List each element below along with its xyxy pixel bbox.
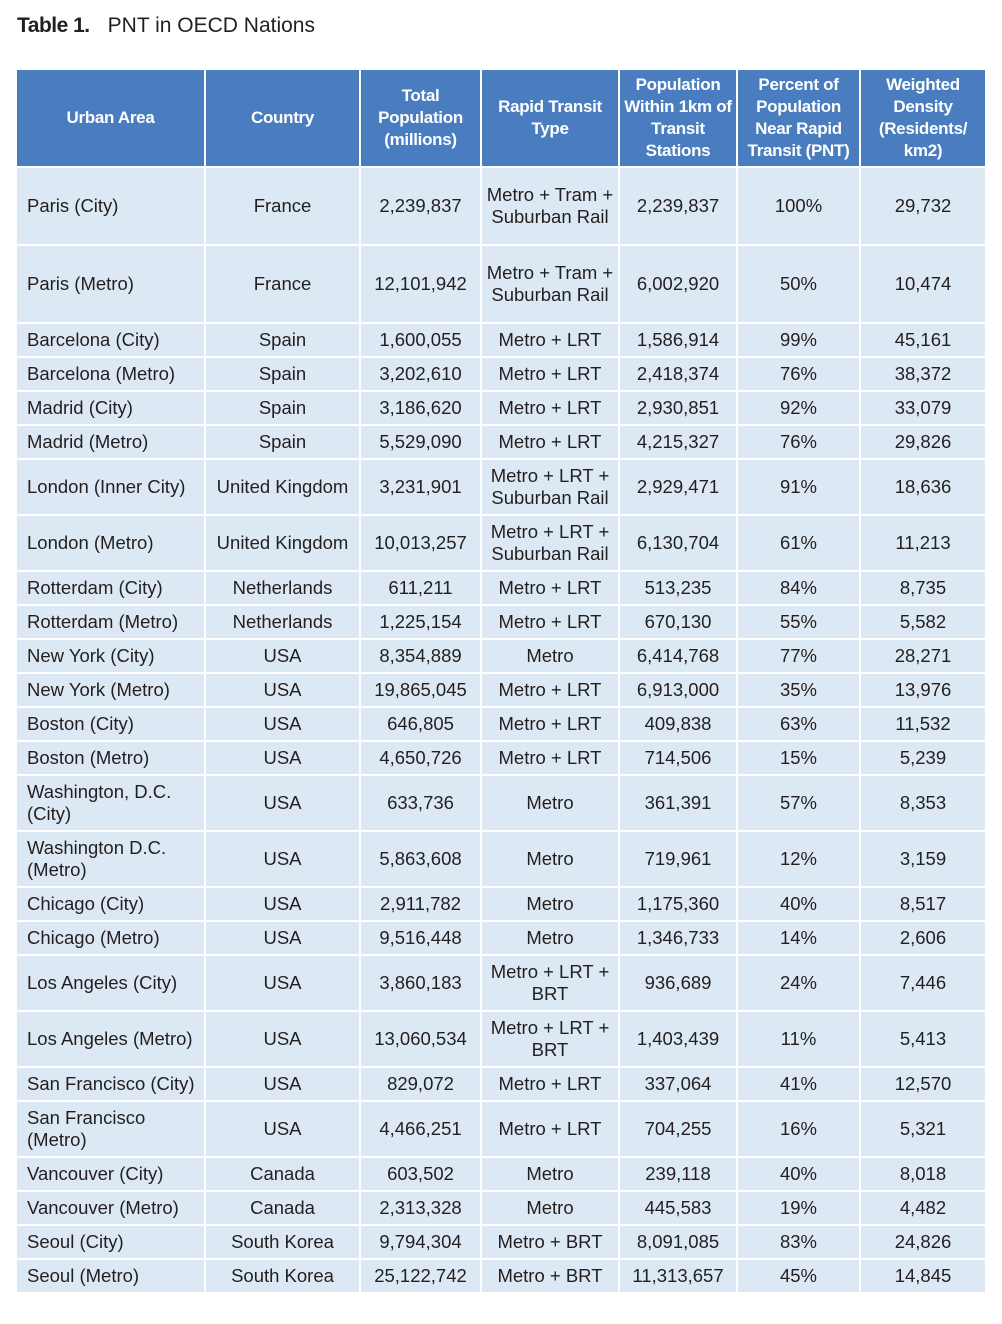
- cell-pnt-percent: 63%: [738, 708, 861, 742]
- header-total-population: Total Population (millions): [361, 70, 482, 168]
- cell-urban-area: Seoul (City): [17, 1226, 206, 1260]
- cell-pnt-percent: 91%: [738, 460, 861, 516]
- cell-transit-type: Metro + Tram + Suburban Rail: [482, 246, 620, 324]
- cell-transit-type: Metro + LRT: [482, 708, 620, 742]
- header-rapid-transit-type: Rapid Transit Type: [482, 70, 620, 168]
- cell-pnt-percent: 57%: [738, 776, 861, 832]
- cell-country: USA: [206, 776, 361, 832]
- header-weighted-density: Weighted Density (Residents/ km2): [861, 70, 985, 168]
- cell-transit-type: Metro + LRT: [482, 1102, 620, 1158]
- cell-pnt-percent: 24%: [738, 956, 861, 1012]
- cell-pnt-percent: 50%: [738, 246, 861, 324]
- cell-pnt-percent: 14%: [738, 922, 861, 956]
- cell-population-1km: 6,414,768: [620, 640, 738, 674]
- cell-transit-type: Metro + LRT: [482, 572, 620, 606]
- cell-transit-type: Metro: [482, 1158, 620, 1192]
- cell-urban-area: Paris (Metro): [17, 246, 206, 324]
- cell-pnt-percent: 12%: [738, 832, 861, 888]
- table-row: [17, 708, 985, 742]
- cell-total-population: 3,231,901: [361, 460, 482, 516]
- header-population-within-1km: Population Within 1km of Transit Stations: [620, 70, 738, 168]
- cell-urban-area: Madrid (Metro): [17, 426, 206, 460]
- table-row: [17, 832, 985, 888]
- cell-transit-type: Metro + LRT: [482, 674, 620, 708]
- cell-urban-area: Vancouver (Metro): [17, 1192, 206, 1226]
- cell-total-population: 611,211: [361, 572, 482, 606]
- cell-transit-type: Metro + BRT: [482, 1260, 620, 1294]
- cell-population-1km: 1,403,439: [620, 1012, 738, 1068]
- table-row: [17, 1226, 985, 1260]
- table-row: [17, 392, 985, 426]
- cell-pnt-percent: 55%: [738, 606, 861, 640]
- cell-urban-area: Chicago (Metro): [17, 922, 206, 956]
- table-row: [17, 1260, 985, 1294]
- cell-population-1km: 936,689: [620, 956, 738, 1012]
- cell-country: Spain: [206, 358, 361, 392]
- cell-total-population: 9,794,304: [361, 1226, 482, 1260]
- cell-urban-area: Barcelona (Metro): [17, 358, 206, 392]
- cell-total-population: 1,225,154: [361, 606, 482, 640]
- cell-transit-type: Metro: [482, 832, 620, 888]
- cell-transit-type: Metro + LRT: [482, 426, 620, 460]
- cell-country: Spain: [206, 392, 361, 426]
- cell-urban-area: London (Inner City): [17, 460, 206, 516]
- cell-weighted-density: 4,482: [861, 1192, 985, 1226]
- cell-population-1km: 1,586,914: [620, 324, 738, 358]
- cell-urban-area: Chicago (City): [17, 888, 206, 922]
- cell-weighted-density: 5,239: [861, 742, 985, 776]
- cell-total-population: 8,354,889: [361, 640, 482, 674]
- cell-country: USA: [206, 832, 361, 888]
- cell-country: USA: [206, 922, 361, 956]
- cell-total-population: 2,313,328: [361, 1192, 482, 1226]
- cell-population-1km: 1,175,360: [620, 888, 738, 922]
- cell-pnt-percent: 40%: [738, 888, 861, 922]
- cell-total-population: 13,060,534: [361, 1012, 482, 1068]
- table-row: [17, 516, 985, 572]
- cell-total-population: 19,865,045: [361, 674, 482, 708]
- cell-transit-type: Metro + LRT: [482, 358, 620, 392]
- cell-pnt-percent: 76%: [738, 358, 861, 392]
- cell-urban-area: Los Angeles (Metro): [17, 1012, 206, 1068]
- cell-population-1km: 11,313,657: [620, 1260, 738, 1294]
- cell-population-1km: 337,064: [620, 1068, 738, 1102]
- cell-total-population: 829,072: [361, 1068, 482, 1102]
- table-row: [17, 246, 985, 324]
- cell-pnt-percent: 41%: [738, 1068, 861, 1102]
- cell-pnt-percent: 35%: [738, 674, 861, 708]
- cell-country: USA: [206, 888, 361, 922]
- cell-weighted-density: 8,735: [861, 572, 985, 606]
- cell-weighted-density: 13,976: [861, 674, 985, 708]
- cell-urban-area: Madrid (City): [17, 392, 206, 426]
- cell-country: Spain: [206, 426, 361, 460]
- cell-population-1km: 719,961: [620, 832, 738, 888]
- cell-urban-area: Washington D.C. (Metro): [17, 832, 206, 888]
- cell-transit-type: Metro + LRT: [482, 742, 620, 776]
- table-row: [17, 606, 985, 640]
- table-row: [17, 640, 985, 674]
- table-row: [17, 1068, 985, 1102]
- cell-total-population: 2,239,837: [361, 168, 482, 246]
- cell-total-population: 10,013,257: [361, 516, 482, 572]
- cell-transit-type: Metro: [482, 640, 620, 674]
- cell-transit-type: Metro + LRT + Suburban Rail: [482, 516, 620, 572]
- table-row: [17, 1102, 985, 1158]
- cell-urban-area: London (Metro): [17, 516, 206, 572]
- cell-country: Canada: [206, 1158, 361, 1192]
- cell-transit-type: Metro: [482, 776, 620, 832]
- cell-country: USA: [206, 956, 361, 1012]
- cell-pnt-percent: 100%: [738, 168, 861, 246]
- cell-weighted-density: 3,159: [861, 832, 985, 888]
- cell-urban-area: Rotterdam (City): [17, 572, 206, 606]
- cell-total-population: 5,529,090: [361, 426, 482, 460]
- cell-country: France: [206, 246, 361, 324]
- cell-urban-area: Boston (Metro): [17, 742, 206, 776]
- cell-weighted-density: 8,353: [861, 776, 985, 832]
- cell-urban-area: Seoul (Metro): [17, 1260, 206, 1294]
- cell-transit-type: Metro + Tram + Suburban Rail: [482, 168, 620, 246]
- cell-total-population: 3,202,610: [361, 358, 482, 392]
- cell-weighted-density: 2,606: [861, 922, 985, 956]
- cell-country: Netherlands: [206, 572, 361, 606]
- cell-total-population: 25,122,742: [361, 1260, 482, 1294]
- cell-country: USA: [206, 1068, 361, 1102]
- cell-weighted-density: 5,321: [861, 1102, 985, 1158]
- cell-population-1km: 1,346,733: [620, 922, 738, 956]
- cell-pnt-percent: 40%: [738, 1158, 861, 1192]
- cell-country: USA: [206, 674, 361, 708]
- cell-country: France: [206, 168, 361, 246]
- cell-pnt-percent: 99%: [738, 324, 861, 358]
- cell-total-population: 3,860,183: [361, 956, 482, 1012]
- cell-country: United Kingdom: [206, 516, 361, 572]
- cell-weighted-density: 38,372: [861, 358, 985, 392]
- cell-population-1km: 704,255: [620, 1102, 738, 1158]
- table-row: [17, 1012, 985, 1068]
- cell-weighted-density: 5,413: [861, 1012, 985, 1068]
- cell-population-1km: 2,930,851: [620, 392, 738, 426]
- pnt-table: [17, 70, 985, 1294]
- cell-urban-area: New York (City): [17, 640, 206, 674]
- cell-population-1km: 239,118: [620, 1158, 738, 1192]
- table-row: [17, 742, 985, 776]
- cell-country: USA: [206, 640, 361, 674]
- cell-weighted-density: 33,079: [861, 392, 985, 426]
- cell-population-1km: 6,130,704: [620, 516, 738, 572]
- cell-pnt-percent: 11%: [738, 1012, 861, 1068]
- cell-urban-area: Vancouver (City): [17, 1158, 206, 1192]
- cell-weighted-density: 8,018: [861, 1158, 985, 1192]
- cell-urban-area: San Francisco (City): [17, 1068, 206, 1102]
- header-country: Country: [206, 70, 361, 168]
- table-row: [17, 572, 985, 606]
- cell-transit-type: Metro: [482, 922, 620, 956]
- cell-country: USA: [206, 1012, 361, 1068]
- table-row: [17, 358, 985, 392]
- cell-urban-area: Los Angeles (City): [17, 956, 206, 1012]
- table-row: [17, 426, 985, 460]
- header-row: [17, 70, 985, 168]
- cell-weighted-density: 29,826: [861, 426, 985, 460]
- cell-total-population: 4,466,251: [361, 1102, 482, 1158]
- table-row: [17, 1158, 985, 1192]
- cell-urban-area: San Francisco (Metro): [17, 1102, 206, 1158]
- table-row: [17, 922, 985, 956]
- cell-transit-type: Metro: [482, 888, 620, 922]
- cell-country: Netherlands: [206, 606, 361, 640]
- cell-total-population: 646,805: [361, 708, 482, 742]
- cell-population-1km: 6,913,000: [620, 674, 738, 708]
- cell-country: South Korea: [206, 1260, 361, 1294]
- cell-country: USA: [206, 708, 361, 742]
- cell-weighted-density: 14,845: [861, 1260, 985, 1294]
- table-title: PNT in OECD Nations: [107, 14, 315, 37]
- table-number: Table 1.: [17, 14, 90, 37]
- cell-population-1km: 8,091,085: [620, 1226, 738, 1260]
- cell-transit-type: Metro: [482, 1192, 620, 1226]
- cell-transit-type: Metro + BRT: [482, 1226, 620, 1260]
- cell-total-population: 3,186,620: [361, 392, 482, 426]
- cell-total-population: 4,650,726: [361, 742, 482, 776]
- cell-population-1km: 361,391: [620, 776, 738, 832]
- cell-total-population: 1,600,055: [361, 324, 482, 358]
- cell-population-1km: 2,929,471: [620, 460, 738, 516]
- cell-country: USA: [206, 742, 361, 776]
- cell-pnt-percent: 92%: [738, 392, 861, 426]
- cell-pnt-percent: 45%: [738, 1260, 861, 1294]
- cell-total-population: 2,911,782: [361, 888, 482, 922]
- cell-weighted-density: 8,517: [861, 888, 985, 922]
- table-body: [17, 168, 985, 1294]
- cell-pnt-percent: 77%: [738, 640, 861, 674]
- table-row: [17, 956, 985, 1012]
- cell-population-1km: 445,583: [620, 1192, 738, 1226]
- cell-weighted-density: 29,732: [861, 168, 985, 246]
- cell-urban-area: Washington, D.C. (City): [17, 776, 206, 832]
- cell-weighted-density: 45,161: [861, 324, 985, 358]
- cell-weighted-density: 12,570: [861, 1068, 985, 1102]
- cell-weighted-density: 5,582: [861, 606, 985, 640]
- cell-country: United Kingdom: [206, 460, 361, 516]
- cell-transit-type: Metro + LRT: [482, 392, 620, 426]
- cell-transit-type: Metro + LRT: [482, 1068, 620, 1102]
- cell-pnt-percent: 76%: [738, 426, 861, 460]
- cell-pnt-percent: 16%: [738, 1102, 861, 1158]
- cell-urban-area: Barcelona (City): [17, 324, 206, 358]
- header-percent-pnt: Percent of Population Near Rapid Transit (PNT): [738, 70, 861, 168]
- cell-weighted-density: 24,826: [861, 1226, 985, 1260]
- table-row: [17, 1192, 985, 1226]
- cell-country: South Korea: [206, 1226, 361, 1260]
- cell-urban-area: New York (Metro): [17, 674, 206, 708]
- cell-weighted-density: 18,636: [861, 460, 985, 516]
- cell-country: Spain: [206, 324, 361, 358]
- cell-population-1km: 409,838: [620, 708, 738, 742]
- table-row: [17, 674, 985, 708]
- cell-country: USA: [206, 1102, 361, 1158]
- header-urban-area: Urban Area: [17, 70, 206, 168]
- cell-population-1km: 670,130: [620, 606, 738, 640]
- table-row: [17, 776, 985, 832]
- cell-urban-area: Boston (City): [17, 708, 206, 742]
- cell-population-1km: 2,418,374: [620, 358, 738, 392]
- cell-total-population: 5,863,608: [361, 832, 482, 888]
- table-row: [17, 168, 985, 246]
- cell-transit-type: Metro + LRT + Suburban Rail: [482, 460, 620, 516]
- table-row: [17, 460, 985, 516]
- cell-urban-area: Rotterdam (Metro): [17, 606, 206, 640]
- cell-total-population: 12,101,942: [361, 246, 482, 324]
- cell-transit-type: Metro + LRT: [482, 324, 620, 358]
- cell-transit-type: Metro + LRT + BRT: [482, 956, 620, 1012]
- cell-pnt-percent: 84%: [738, 572, 861, 606]
- cell-country: Canada: [206, 1192, 361, 1226]
- cell-pnt-percent: 61%: [738, 516, 861, 572]
- cell-population-1km: 2,239,837: [620, 168, 738, 246]
- cell-population-1km: 513,235: [620, 572, 738, 606]
- cell-weighted-density: 11,532: [861, 708, 985, 742]
- cell-weighted-density: 10,474: [861, 246, 985, 324]
- cell-weighted-density: 11,213: [861, 516, 985, 572]
- cell-urban-area: Paris (City): [17, 168, 206, 246]
- cell-population-1km: 4,215,327: [620, 426, 738, 460]
- cell-weighted-density: 28,271: [861, 640, 985, 674]
- cell-transit-type: Metro + LRT: [482, 606, 620, 640]
- cell-population-1km: 6,002,920: [620, 246, 738, 324]
- cell-total-population: 9,516,448: [361, 922, 482, 956]
- cell-pnt-percent: 15%: [738, 742, 861, 776]
- cell-transit-type: Metro + LRT + BRT: [482, 1012, 620, 1068]
- cell-weighted-density: 7,446: [861, 956, 985, 1012]
- table-row: [17, 324, 985, 358]
- cell-pnt-percent: 19%: [738, 1192, 861, 1226]
- cell-population-1km: 714,506: [620, 742, 738, 776]
- cell-pnt-percent: 83%: [738, 1226, 861, 1260]
- table-caption: [17, 12, 315, 40]
- cell-total-population: 603,502: [361, 1158, 482, 1192]
- table-row: [17, 888, 985, 922]
- cell-total-population: 633,736: [361, 776, 482, 832]
